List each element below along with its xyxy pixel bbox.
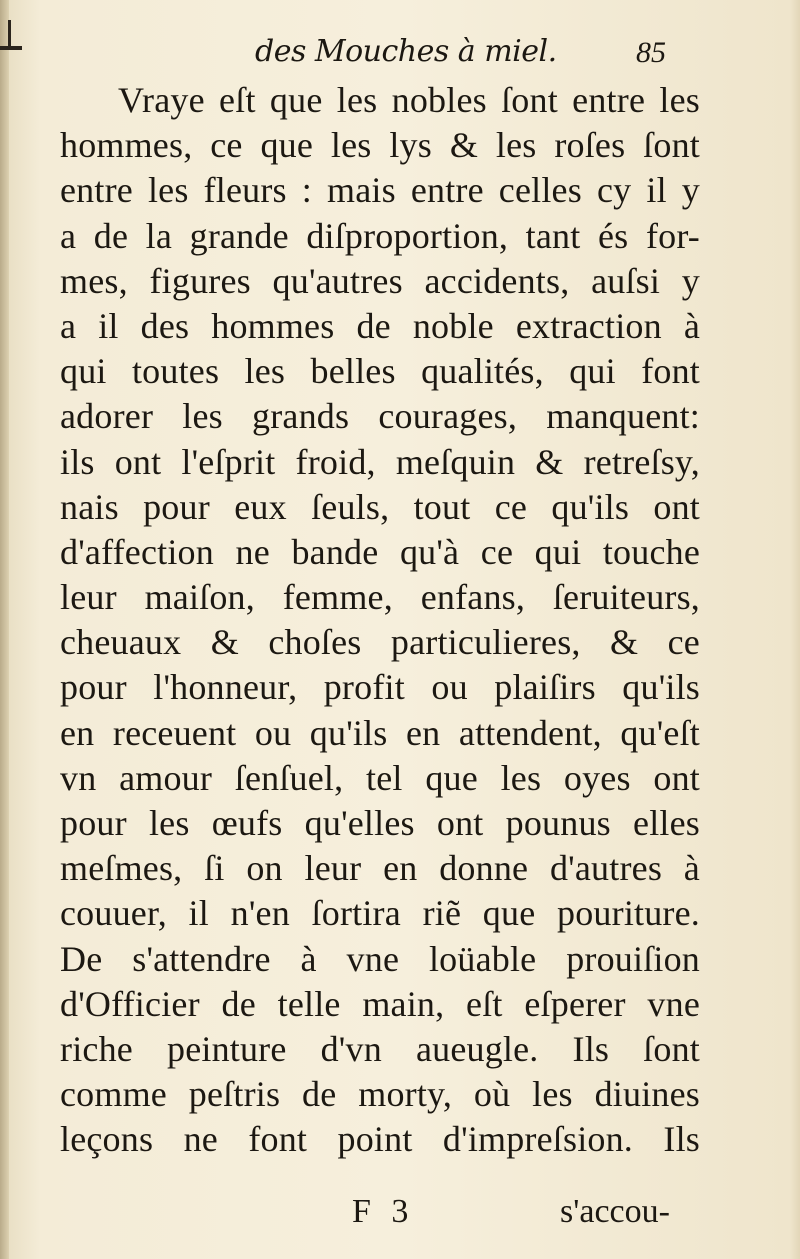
- signature-mark: F 3: [352, 1193, 415, 1230]
- text-line: adorer les grands courages, manquent:: [60, 396, 700, 437]
- page-header: [0, 28, 800, 78]
- text-line: couuer, il n'en ſortira riẽ que pouriture.: [60, 893, 700, 934]
- text-line: en receuent ou qu'ils en attendent, qu'eſt: [60, 712, 700, 753]
- text-line: hommes, ce que les lys & les roſes ſont: [60, 125, 700, 166]
- text-line: meſmes, ſi on leur en donne d'autres à: [60, 848, 700, 889]
- text-line: leçons ne font point d'impreſsion. Ils: [60, 1119, 700, 1160]
- body-text: [60, 78, 700, 1163]
- page-gutter-edge: [0, 0, 9, 1259]
- text-line: vn amour ſenſuel, tel que les oyes ont: [60, 757, 700, 798]
- text-line: comme peſtris de morty, où les diuines: [60, 1074, 700, 1115]
- text-line: nais pour eux ſeuls, tout ce qu'ils ont: [60, 486, 700, 527]
- page-number: 85: [636, 36, 666, 69]
- text-line: a de la grande diſproportion, tant és for-: [60, 215, 700, 256]
- catchword: s'accou-: [560, 1193, 670, 1230]
- text-line: riche peinture d'vn aueugle. Ils ſont: [60, 1028, 700, 1069]
- text-line: leur maiſon, femme, enfans, ſeruiteurs,: [60, 577, 700, 618]
- text-line: Vraye eſt que les nobles ſont entre les: [118, 80, 700, 120]
- text-line: cheuaux & choſes particulieres, & ce: [60, 622, 700, 663]
- page-footer: [0, 1185, 800, 1245]
- text-line: d'affection ne bande qu'à ce qui touche: [60, 531, 700, 572]
- text-line: mes, figures qu'autres accidents, auſsi y: [60, 260, 700, 301]
- text-line: entre les fleurs : mais entre celles cy il y: [60, 170, 700, 211]
- text-line: a il des hommes de noble extraction à: [60, 305, 700, 346]
- running-head: des Mouches à miel.: [255, 34, 557, 69]
- text-line: De s'attendre à vne loüable prouiſion: [60, 938, 700, 979]
- text-line: pour l'honneur, profit ou plaiſirs qu'ils: [60, 667, 700, 708]
- text-line: qui toutes les belles qualités, qui font: [60, 351, 700, 392]
- text-line: pour les œufs qu'elles ont pounus elles: [60, 803, 700, 843]
- text-line: d'Officier de telle main, eſt eſperer vne: [60, 983, 700, 1024]
- text-line: ils ont l'eſprit froid, meſquin & retreſsy,: [60, 441, 700, 482]
